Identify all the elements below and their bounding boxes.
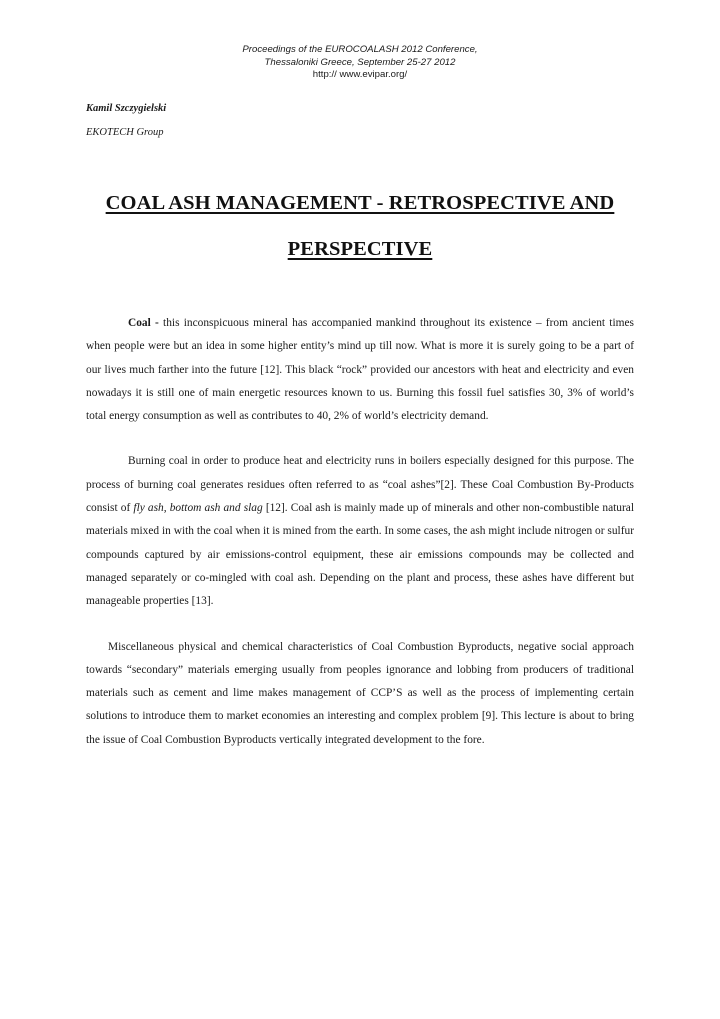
title-line-2: PERSPECTIVE [287,238,433,260]
paragraph-1 [86,312,634,428]
header-line-2: Thessaloniki Greece, September 25-27 2012 [264,56,456,68]
author-block [86,97,166,145]
title-line-1: COAL ASH MANAGEMENT - RETROSPECTIVE AND [105,192,615,214]
paragraph-1-lead: Coal - [128,317,159,329]
paragraph-1-text: this inconspicuous mineral has accompanied mankind throughout its existence – from ancient times when people were but an idea in some higher entity’s mind up till now. What is more it is surely going to be a part of our lives much farther into the future [12]. This black “rock” provided our ancestors with heat and electricity and even nowadays it is still one of main energetic resources known to us. Burning this fossil fuel satisfies 30, 3% of world’s total energy consumption as well as contributes to 40, 2% of world’s electricity demand. [86,317,634,423]
author-name: Kamil Szczygielski [86,103,167,114]
author-affiliation: EKOTECH Group [86,127,164,138]
paragraph-2-text-start: Burning coal in order to produce heat and electricity runs in boilers especially designed for this purpose. The process of burning coal generates residues often referred to as “coal ashes”[2]. These Coal Combustion By-Products consist of [86,455,634,515]
paragraph-2-italic-terms: fly ash, bottom ash and slag [133,502,263,515]
body-text [86,312,634,752]
paragraph-2-text-end: [12]. Coal ash is mainly made up of minerals and other non-combustible natural materials mixed in with the coal when it is mined from the earth. In some cases, the ash might include nitrogen or sulfur compounds captured by air emissions-control equipment, these air emissions compounds may be collected and managed separately or co-mingled with coal ash. Depending on the plant and process, these ashes have different but manageable properties [13]. [86,502,635,608]
paragraph-3 [86,636,634,752]
header-url: http:// www.evipar.org/ [312,69,408,80]
header-line-1: Proceedings of the EUROCOALASH 2012 Conference, [242,44,478,55]
conference-header [0,44,720,82]
paper-title [86,180,634,272]
paragraph-2 [86,450,634,613]
paragraph-3-text: Miscellaneous physical and chemical characteristics of Coal Combustion Byproducts, negative social approach towards “secondary” materials emerging usually from peoples ignorance and lobbing from producers of traditional materials such as cement and lime makes management of CCP’S as well as the process of implementing certain solutions to introduce them to market economies an interesting and complex problem [9]. This lecture is about to bring the issue of Coal Combustion Byproducts vertically integrated development to the fore. [86,640,634,746]
